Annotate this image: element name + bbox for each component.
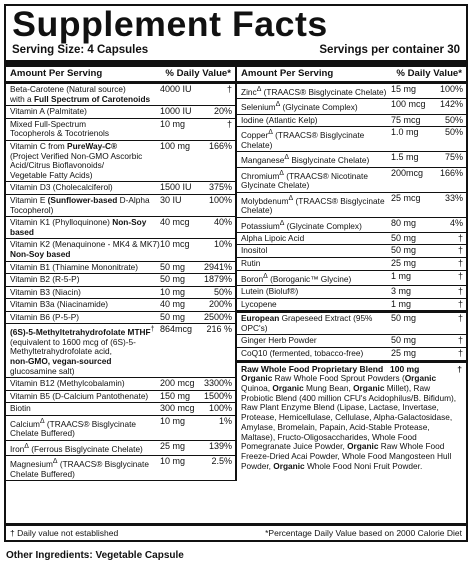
nutrient-name: Chromium$^\Delta$ (TRAACS® Nicotinate Glycinate Chelate): [241, 169, 368, 190]
nutrient-row: [237, 115, 466, 128]
left-column: [6, 67, 237, 481]
serving-size: Serving Size: 4 Capsules: [12, 44, 149, 56]
nutrient-name: Selenium$^\Delta$ (Glycinate Complex): [241, 101, 358, 113]
nutrient-row: [237, 271, 466, 286]
nutrient-row: [6, 182, 235, 195]
nutrient-dv: 2500%: [204, 311, 233, 322]
nutrient-amount: 4000 IU: [160, 84, 192, 94]
nutrient-row: [237, 258, 466, 271]
nutrient-dv: 20%: [213, 106, 232, 117]
nutrient-amount: 1000 IU: [160, 106, 192, 117]
amount-header: Amount Per Serving: [241, 68, 334, 79]
blend-dv: †: [457, 363, 462, 374]
nutrient-name: Boron$^\Delta$ (Boroganic™ Glycine): [241, 272, 352, 284]
nutrient-dv: 50%: [444, 127, 463, 138]
nutrient-amount: 25 mg: [391, 348, 417, 358]
nutrient-name: Vitamin B1 (Thiamine Mononitrate): [10, 261, 139, 272]
left-rows: [6, 84, 235, 481]
nutrient-dv: 10%: [213, 239, 232, 250]
nutrient-name: Vitamin C from PureWay-C® (Project Verified Non-GMO Ascorbic Acid/Citrus Bioflavonoids/ Vegetable Fatty Acids): [10, 140, 143, 180]
nutrient-row: [237, 152, 466, 167]
nutrient-row: [6, 378, 235, 391]
nutrient-name: Calcium$^\Delta$ (TRAACS® Bisglycinate Chelate Buffered): [10, 417, 137, 439]
nutrient-dv: 3300%: [204, 378, 233, 389]
nutrient-name: Lutein (Bioluf®): [241, 286, 299, 297]
nutrient-row: [6, 299, 235, 312]
other-ingredients: Other Ingredients: Vegetable Capsule: [6, 550, 184, 561]
nutrient-dv: 166%: [208, 140, 232, 151]
nutrient-row: [237, 127, 466, 152]
nutrient-amount: 15 mg: [391, 84, 417, 94]
nutrient-name: Rutin: [241, 258, 261, 269]
nutrient-name: Molybdenum$^\Delta$ (TRAACS® Bisglycinate Chelate): [241, 194, 385, 215]
nutrient-amount: 1.5 mg: [391, 152, 419, 163]
nutrient-name: Vitamin E (Sunflower-based D-Alpha Tocopherol): [10, 194, 150, 215]
nutrient-row: [237, 84, 466, 99]
nutrient-dv: †: [457, 270, 463, 281]
nutrient-dv: †: [457, 258, 463, 269]
nutrient-dv: †: [457, 313, 463, 324]
nutrient-dv: 139%: [208, 440, 232, 451]
nutrient-columns: [6, 67, 466, 481]
nutrient-dv: 1%: [218, 415, 232, 426]
nutrient-dv: 100%: [208, 403, 232, 414]
nutrient-row: [6, 287, 235, 300]
nutrient-row: [237, 168, 466, 193]
nutrient-row: [6, 262, 235, 275]
nutrient-row: [237, 348, 466, 363]
nutrient-name: Magnesium$^\Delta$ (TRAACS® Bisglycinate Chelate Buffered): [10, 458, 149, 479]
nutrient-dv: 1879%: [204, 274, 233, 285]
nutrient-name: CoQ10 (fermented, tobacco-free): [241, 348, 364, 358]
nutrient-amount: 864mcg: [160, 324, 193, 335]
nutrient-name: (6S)-5-Methyltetrahydrofolate MTHF† (equivalent to 1600 mcg of (6S)-5-Methyltetrahydrofolate acid, non-GMO, vegan-sourced glucosamine salt): [10, 326, 155, 376]
right-column: [237, 67, 466, 481]
nutrient-amount: 10 mg: [160, 286, 186, 297]
nutrient-amount: 3 mg: [391, 286, 412, 297]
nutrient-row: [6, 456, 235, 481]
nutrient-amount: 200 mcg: [160, 378, 195, 389]
nutrient-amount: 100 mg: [160, 140, 191, 151]
nutrient-name: Iron$^\Delta$ (Ferrous Bisglycinate Chelate): [10, 442, 143, 454]
nutrient-amount: 1 mg: [391, 298, 412, 309]
nutrient-name: Alpha Lipoic Acid: [241, 232, 305, 243]
nutrient-dv: 200%: [208, 299, 232, 310]
nutrient-amount: 25 mg: [391, 258, 417, 269]
proprietary-blend: [237, 363, 466, 474]
nutrient-amount: 25 mg: [160, 440, 186, 451]
nutrient-name: Zinc$^\Delta$ (TRAACS® Bisglycinate Chelate): [241, 86, 387, 97]
nutrient-row: [6, 441, 235, 456]
panel-title: Supplement Facts: [12, 5, 328, 44]
nutrient-row: [6, 312, 235, 325]
nutrient-row: [237, 99, 466, 114]
nutrient-amount: 10 mg: [160, 415, 186, 426]
nutrient-name: Vitamin A (Palmitate): [10, 106, 87, 117]
nutrient-name: Vitamin B3 (Niacin): [10, 286, 81, 297]
nutrient-amount: 50 mg: [160, 261, 186, 272]
nutrient-name: Vitamin B12 (Methylcobalamin): [10, 378, 125, 389]
nutrient-row: [6, 239, 235, 261]
nutrient-dv: 2941%: [204, 261, 233, 272]
nutrient-name: Potassium$^\Delta$ (Glycinate Complex): [241, 219, 362, 231]
nutrient-dv: 142%: [439, 99, 463, 110]
nutrient-row: [6, 195, 235, 217]
nutrient-amount: 75 mcg: [391, 114, 421, 125]
nutrient-dv: 33%: [444, 192, 463, 203]
nutrient-dv: 50%: [213, 286, 232, 297]
blend-name: Raw Whole Food Proprietary Blend: [241, 363, 384, 374]
nutrient-dv: 2.5%: [211, 456, 232, 467]
nutrient-row: [237, 218, 466, 233]
nutrient-dv: 100%: [208, 194, 232, 205]
nutrient-row: [6, 403, 235, 416]
nutrient-row: [6, 84, 235, 106]
nutrient-dv: 375%: [208, 182, 232, 193]
nutrient-row: [6, 141, 235, 182]
nutrient-amount: 1.0 mg: [391, 127, 419, 138]
nutrient-amount: 10 mg: [160, 456, 186, 467]
nutrient-dv: 166%: [439, 167, 463, 178]
nutrient-name: Vitamin B2 (R-5-P): [10, 274, 80, 285]
right-rows: [237, 84, 466, 363]
dv-header: % Daily Value*: [165, 68, 231, 79]
nutrient-amount: 50 mg: [160, 311, 186, 322]
nutrient-name: Biotin: [10, 403, 31, 414]
nutrient-row: [6, 274, 235, 287]
nutrient-dv: 1500%: [204, 390, 233, 401]
nutrient-name: Mixed Full-Spectrum Tocopherols & Tocotrienols: [10, 118, 110, 139]
nutrient-amount: 1500 IU: [160, 182, 192, 193]
nutrient-amount: 10 mg: [160, 118, 186, 129]
panel-footer: [6, 523, 466, 540]
nutrient-amount: 300 mcg: [160, 403, 195, 414]
nutrient-amount: 1 mg: [391, 270, 412, 281]
nutrient-name: Ginger Herb Powder: [241, 335, 317, 346]
nutrient-row: [6, 106, 235, 119]
footnote-dagger: † Daily value not established: [10, 528, 119, 538]
nutrient-dv: 216 %: [206, 324, 232, 335]
nutrient-amount: 50 mg: [391, 313, 417, 324]
nutrient-row: [237, 193, 466, 218]
nutrient-name: Copper$^\Delta$ (TRAACS® Bisglycinate Chelate): [241, 129, 365, 150]
nutrient-row: [6, 217, 235, 239]
nutrient-dv: 4%: [449, 217, 463, 228]
nutrient-row: [237, 313, 466, 335]
nutrient-dv: †: [457, 232, 463, 243]
nutrient-row: [237, 299, 466, 314]
nutrient-dv: †: [457, 286, 463, 297]
footnote-percent: *Percentage Daily Value based on 2000 Calorie Diet: [265, 528, 462, 538]
nutrient-dv: †: [457, 335, 463, 346]
nutrient-amount: 30 IU: [160, 194, 182, 205]
nutrient-amount: 150 mg: [160, 390, 191, 401]
supplement-facts-panel: [4, 4, 468, 542]
blend-ingredients: Organic Raw Whole Food Sprout Powders (Organic Quinoa, Organic Mung Bean, Organic Millet), Raw Probiotic Blend (400 million CFU's Acidophilus/B. Bifidum), Raw Plant Enzyme Blend (Lipase, Lactase, Invertase, Protease, Hemicellulase, Cellulase, Alpha-Galactosidase, Amylase, Bromelain, Papain, Acid-Stable Protease, Maltase), Fructo-Oligosaccharides, Whole Food Pomegranate Juice Powder, Organic Raw Whole Food Freeze-Dried Acai Powder, Whole Food Mangosteen Hull Powder, Organic Whole Food Noni Fruit Powder.: [241, 373, 457, 471]
nutrient-dv: †: [226, 84, 232, 94]
amount-header: Amount Per Serving: [10, 68, 103, 79]
nutrient-amount: 50 mg: [391, 335, 417, 346]
nutrient-row: [6, 324, 235, 378]
nutrient-amount: 80 mg: [391, 217, 417, 228]
nutrient-name: Vitamin K1 (Phylloquinone) Non-Soy based: [10, 217, 147, 237]
nutrient-amount: 50 mg: [391, 245, 417, 256]
left-column-header: [6, 67, 235, 84]
right-column-header: [237, 67, 466, 84]
nutrient-amount: 100 mcg: [391, 99, 426, 110]
nutrient-dv: 40%: [213, 217, 232, 228]
nutrient-name: Vitamin B5 (D-Calcium Pantothenate): [10, 390, 149, 401]
nutrient-amount: 40 mg: [160, 299, 186, 310]
nutrient-name: European Grapeseed Extract (95% OPC's): [241, 313, 373, 333]
servings-per-container: Servings per container 30: [319, 44, 460, 56]
nutrient-amount: 10 mcg: [160, 239, 190, 250]
nutrient-dv: †: [457, 298, 463, 309]
nutrient-row: [237, 286, 466, 299]
dv-header: % Daily Value*: [396, 68, 462, 79]
serving-info: [6, 44, 466, 67]
nutrient-amount: 25 mcg: [391, 192, 421, 203]
nutrient-name: Vitamin D3 (Cholecalciferol): [10, 182, 113, 193]
nutrient-amount: 40 mcg: [160, 217, 190, 228]
nutrient-dv: 75%: [444, 152, 463, 163]
nutrient-name: Vitamin B3a (Niacinamide): [10, 299, 109, 310]
nutrient-name: Manganese$^\Delta$ Bisglycinate Chelate): [241, 154, 370, 166]
nutrient-dv: †: [226, 118, 232, 129]
nutrient-row: [237, 233, 466, 246]
nutrient-name: Vitamin K2 (Menaquinone - MK4 & MK7) Non-Soy based: [10, 239, 160, 259]
blend-amount: 100 mg: [390, 363, 420, 374]
nutrient-name: Lycopene: [241, 298, 277, 309]
nutrient-dv: †: [457, 348, 463, 358]
nutrient-amount: 50 mg: [160, 274, 186, 285]
nutrient-row: [237, 335, 466, 348]
nutrient-row: [6, 119, 235, 141]
nutrient-amount: 200mcg: [391, 167, 424, 178]
nutrient-dv: 100%: [439, 84, 463, 94]
nutrient-name: Vitamin B6 (P-5-P): [10, 311, 80, 322]
nutrient-name: Iodine (Atlantic Kelp): [241, 114, 318, 125]
nutrient-dv: 50%: [444, 114, 463, 125]
nutrient-row: [6, 416, 235, 441]
nutrient-row: [6, 391, 235, 404]
nutrient-amount: 50 mg: [391, 232, 417, 243]
nutrient-name: Beta-Carotene (Natural source) with a Full Spectrum of Carotenoids: [10, 84, 151, 104]
nutrient-name: Inositol: [241, 245, 268, 256]
nutrient-row: [237, 245, 466, 258]
nutrient-dv: †: [457, 245, 463, 256]
